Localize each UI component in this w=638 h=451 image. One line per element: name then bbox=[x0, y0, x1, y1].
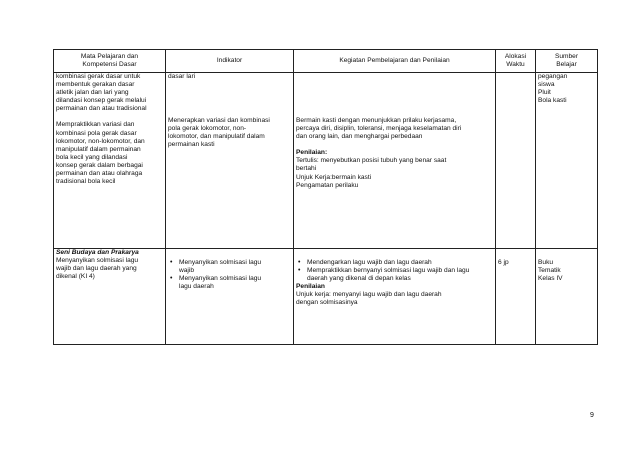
indikator-cell bbox=[166, 73, 294, 249]
sbdp-kd bbox=[56, 257, 163, 281]
list-item bbox=[307, 267, 493, 283]
sumber-line: Pluit bbox=[538, 89, 551, 97]
indikator-line: Menerapkan variasi dan kombinasi bbox=[168, 117, 270, 125]
kd-line: dikenal (KI 4) bbox=[56, 273, 95, 281]
sbdp-kd-cell bbox=[54, 249, 166, 345]
sbdp-penilaian bbox=[296, 291, 493, 307]
kegiatan-line: Bermain kasti dengan menunjukkan prilaku kerjasama, bbox=[296, 117, 457, 124]
kd-continuation bbox=[56, 73, 163, 113]
kd-line: permainan dan atau tradisional bbox=[56, 105, 147, 113]
sumber-line: pegangan bbox=[538, 73, 568, 80]
sbdp-kegiatan-cell bbox=[294, 249, 496, 345]
sumber-line: Bola kasti bbox=[538, 97, 567, 105]
indikator-line: lokomotor, dan manipulatif dalam bbox=[168, 133, 265, 141]
list-item-text: wajib bbox=[179, 267, 195, 275]
penilaian-label: Penilaian: bbox=[296, 149, 328, 157]
sbdp-sumber-cell bbox=[536, 249, 598, 345]
indikator-kasti bbox=[168, 117, 291, 149]
sbdp-kegiatan-list bbox=[296, 259, 493, 283]
kd-line: atletik jalan dan lari yang bbox=[56, 89, 129, 97]
kd-line: kombinasi gerak dasar untuk bbox=[56, 73, 141, 80]
list-item bbox=[179, 275, 291, 291]
header-indikator: Indikator bbox=[166, 50, 294, 73]
sbdp-penilaian-label: Penilaian bbox=[296, 283, 325, 291]
penilaian-line: dengan solmisasinya bbox=[296, 299, 358, 307]
kd-line: bola kecil yang dilandasi bbox=[56, 153, 128, 161]
sumber-line: Buku bbox=[538, 259, 554, 266]
alokasi-value: 6 jp bbox=[498, 259, 509, 266]
page-number: 9 bbox=[590, 412, 594, 419]
kd-line: manipulatif dalam permainan bbox=[56, 145, 141, 153]
list-item bbox=[179, 259, 291, 275]
list-item-text: • Mendengarkan lagu wajib dan lagu daerah bbox=[307, 259, 432, 266]
indikator-dasar-lari: dasar lari bbox=[168, 73, 196, 80]
alokasi-cell bbox=[496, 73, 536, 249]
penilaian-line: Unjuk Kerja:bermain kasti bbox=[296, 173, 372, 181]
rpp-table bbox=[53, 49, 598, 345]
kegiatan-line: dan orang lain, dan menghargai perbedaan bbox=[296, 133, 423, 141]
kegiatan-cell bbox=[294, 73, 496, 249]
header-row bbox=[54, 50, 598, 73]
header-kegiatan: Kegiatan Pembelajaran dan Penilaian bbox=[294, 50, 496, 73]
sbdp-indikator-cell bbox=[166, 249, 294, 345]
sumber-list bbox=[538, 73, 595, 105]
penilaian-line: Unjuk kerja: menyanyi lagu wajib dan lagu daerah bbox=[296, 291, 442, 299]
kd-line: lokomotor, non-lokomotor, dan bbox=[56, 137, 145, 145]
sbdp-sumber-list bbox=[538, 259, 595, 283]
kegiatan-line: percaya diri, disiplin, toleransi, menjaga keselamatan diri bbox=[296, 125, 462, 133]
indikator-line: pola gerak lokomotor, non- bbox=[168, 125, 247, 133]
kegiatan-kasti bbox=[296, 117, 493, 141]
list-item-text: lagu daerah bbox=[179, 283, 214, 291]
sumber-line: Tematik bbox=[538, 267, 561, 275]
kd-line: wajib dan lagu daerah yang bbox=[56, 265, 137, 273]
list-item-text: • Menyanyikan solmisasi lagu bbox=[179, 275, 262, 283]
sbdp-indikator-list bbox=[168, 259, 291, 291]
sumber-cell bbox=[536, 73, 598, 249]
header-sumber: Sumber Belajar bbox=[536, 50, 598, 73]
sbdp-alokasi-cell bbox=[496, 249, 536, 345]
subject-title: Seni Budaya dan Prakarya bbox=[56, 249, 139, 256]
kd-line: Menyanyikan solmisasi lagu bbox=[56, 257, 139, 265]
indikator-line: permainan kasti bbox=[168, 141, 215, 149]
list-item-text: • Mempraktikkan bernyanyi solmisasi lagu wajib dan lagu bbox=[307, 267, 470, 275]
kd-mempraktikkan bbox=[56, 121, 163, 186]
penilaian-line: Tertulis: menyebutkan posisi tubuh yang benar saat bbox=[296, 157, 447, 165]
penilaian-line: Pengamatan perilaku bbox=[296, 181, 359, 189]
sumber-line: Kelas IV bbox=[538, 275, 563, 283]
kd-line: konsep gerak dalam berbagai bbox=[56, 161, 143, 169]
kd-line: permainan dan atau olahraga bbox=[56, 170, 143, 178]
header-alokasi: Alokasi Waktu bbox=[496, 50, 536, 73]
kd-line: tradisional bola kecil bbox=[56, 178, 116, 186]
table-row-sbdp bbox=[54, 249, 598, 345]
kd-line: dilandasi konsep gerak melalui bbox=[56, 97, 147, 105]
table-row-pjok bbox=[54, 73, 598, 249]
kd-cell bbox=[54, 73, 166, 249]
list-item-text: • Menyanyikan solmisasi lagu bbox=[179, 259, 262, 266]
sumber-line: siswa bbox=[538, 81, 555, 89]
list-item-text: daerah yang dikenal di depan kelas bbox=[307, 275, 411, 283]
kd-line: Mempraktikkan variasi dan bbox=[56, 121, 135, 129]
list-item bbox=[307, 259, 493, 267]
penilaian-line: bertahi bbox=[296, 165, 317, 173]
header-mapel: Mata Pelajaran dan Kompetensi Dasar bbox=[54, 50, 166, 73]
kd-line: membentuk gerakan dasar bbox=[56, 81, 135, 89]
penilaian-kasti bbox=[296, 157, 493, 189]
kd-line: kombinasi pola gerak dasar bbox=[56, 129, 137, 137]
